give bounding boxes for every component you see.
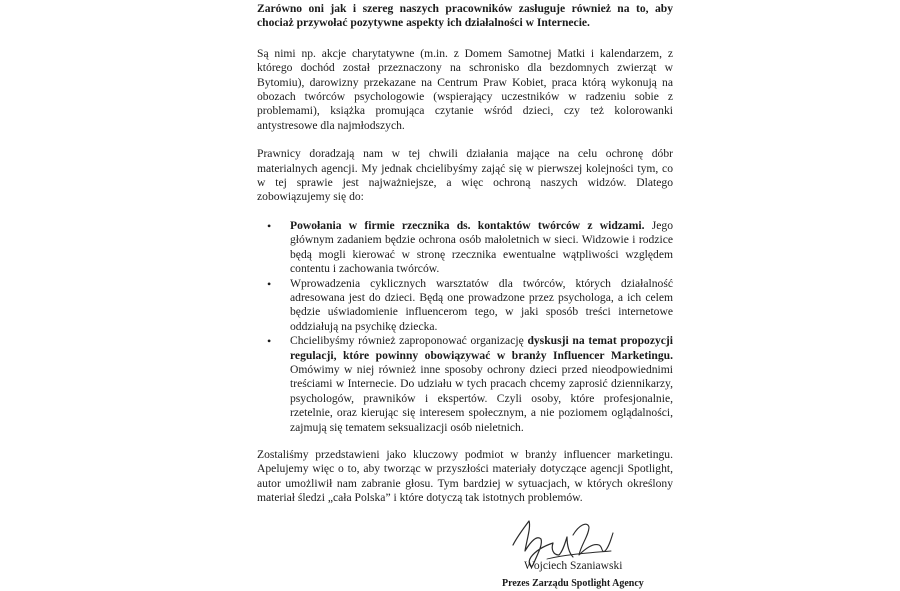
lawyers-paragraph: Prawnicy doradzają nam w tej chwili działania mające na celu ochronę dóbr materialnych agencji. My jednak chcielibyśmy zająć się w pierwszej kolejności tym, co w tej sprawie jest najważniejsze, a więc ochroną naszych widzów. Dlatego zobowiązujemy się do:: [257, 147, 673, 204]
letter-page: [257, 0, 673, 506]
bullet-3-text-before: Chcielibyśmy również zaproponować organizację: [290, 334, 528, 348]
list-item: [257, 277, 673, 335]
bullet-3-text-after: Omówimy w niej również inne sposoby ochrony dzieci przed nieodpowiednimi treściami w Internecie. Do udziału w tych pracach chcemy zaprosić dziennikarzy, psychologów, prawników i ekspertów. Czyli osoby, które profesjonalnie, rzetelnie, oraz kierując się interesem społecznym, a nie poziomem oglądalności, zajmują się tematem seksualizacji osób nieletnich.: [290, 362, 673, 434]
signatory-name: Wojciech Szaniawski: [524, 560, 623, 572]
bullet-1-bold: Powołania w firmie rzecznika ds. kontaktów twórców z widzami.: [290, 218, 645, 232]
bullet-3-bold: dyskusji na temat propozycji regulacji, które powinny obowiązywać w branży Influencer Marketingu.: [290, 334, 673, 362]
list-item: [257, 334, 673, 435]
signature-block: [497, 515, 647, 591]
closing-paragraph: Zostaliśmy przedstawieni jako kluczowy podmiot w branży influencer marketingu. Apelujemy więc o to, aby tworząc w przyszłości materiały dotyczące agencji Spotlight, autor umożliwił nam zabranie głosu. Tym bardziej w sytuacjach, w których określony materiał śledzi „cała Polska” i które dotyczą tak istotnych problemów.: [257, 447, 673, 505]
list-item: [257, 219, 673, 277]
charity-paragraph: Są nimi np. akcje charytatywne (m.in. z Domem Samotnej Matki i kalendarzem, z którego dochód został przeznaczony na schronisko dla bezdomnych zwierząt w Bytomiu), darowizny przekazane na Centrum Praw Kobiet, praca którą wykonują na obozach twórców psychologowie (wspierający uczestników w radzeniu sobie z problemami), książka promująca czytanie wśród dzieci, czy też kolorowanki antystresowe dla najmłodszych.: [257, 46, 673, 132]
bullet-1-text: Jego głównym zadaniem będzie ochrona osób małoletnich w sieci. Widzowie i rodzice będą mogli kierować w stronę rzecznika ewentualne wątpliwości względem contentu i zachowania twórców.: [290, 218, 673, 276]
intro-paragraph: Zarówno oni jak i szereg naszych pracowników zasługuje również na to, aby chociaż przywołać pozytywne aspekty ich działalności w Internecie.: [257, 2, 673, 30]
signatory-title: Prezes Zarządu Spotlight Agency: [502, 578, 644, 589]
bullet-2-text: Wprowadzenia cyklicznych warsztatów dla twórców, których działalność adresowana jest do dzieci. Będą one prowadzone przez psychologa, a ich celem będzie uświadomienie influencerom tego, w jaki sposób treści internetowe oddziałują na psychikę dziecka.: [290, 276, 673, 333]
commitments-list: [257, 219, 673, 435]
